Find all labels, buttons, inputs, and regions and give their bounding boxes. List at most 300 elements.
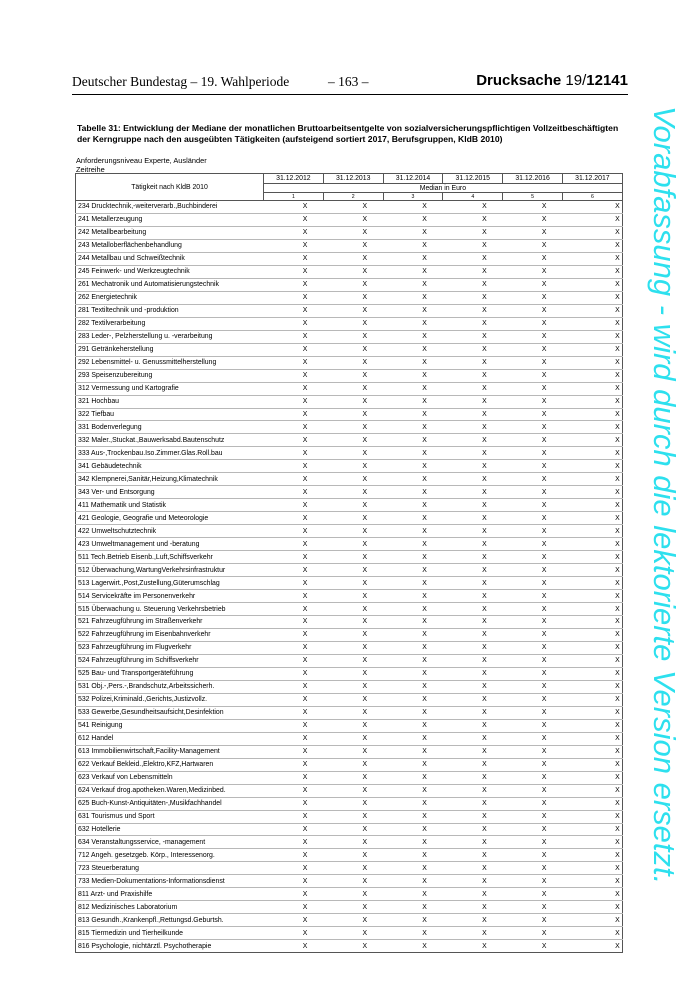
- occupation-label: 622 Verkauf Bekleid.,Elektro,KFZ,Hartwaren: [76, 758, 264, 771]
- median-cell: X: [443, 395, 503, 408]
- median-cell: X: [503, 226, 563, 239]
- table-row: [76, 304, 623, 317]
- occupation-label: 524 Fahrzeugführung im Schiffsverkehr: [76, 654, 264, 667]
- table-row: [76, 680, 623, 693]
- median-cell: X: [383, 616, 443, 629]
- occupation-label: 283 Leder-, Pelzherstellung u. -verarbeitung: [76, 330, 264, 343]
- occupation-label: 541 Reinigung: [76, 719, 264, 732]
- median-cell: X: [443, 641, 503, 654]
- median-cell: X: [562, 577, 622, 590]
- median-cell: X: [383, 577, 443, 590]
- median-cell: X: [443, 862, 503, 875]
- median-cell: X: [264, 460, 324, 473]
- median-cell: X: [443, 499, 503, 512]
- median-cell: X: [503, 447, 563, 460]
- median-cell: X: [562, 628, 622, 641]
- median-cell: X: [443, 265, 503, 278]
- median-cell: X: [443, 732, 503, 745]
- median-cell: X: [323, 213, 383, 226]
- median-cell: X: [443, 343, 503, 356]
- median-cell: X: [503, 603, 563, 616]
- table-row: [76, 408, 623, 421]
- median-cell: X: [383, 719, 443, 732]
- occupation-label: 241 Metallerzeugung: [76, 213, 264, 226]
- median-cell: X: [443, 252, 503, 265]
- median-cell: X: [323, 369, 383, 382]
- occupation-label: 411 Mathematik und Statistik: [76, 499, 264, 512]
- median-cell: X: [264, 758, 324, 771]
- median-cell: X: [443, 628, 503, 641]
- median-cell: X: [562, 875, 622, 888]
- median-cell: X: [443, 680, 503, 693]
- table-row: [76, 473, 623, 486]
- median-cell: X: [323, 836, 383, 849]
- median-cell: X: [264, 603, 324, 616]
- median-cell: X: [443, 525, 503, 538]
- median-cell: X: [383, 408, 443, 421]
- median-cell: X: [264, 628, 324, 641]
- table-row: [76, 252, 623, 265]
- median-cell: X: [443, 823, 503, 836]
- median-cell: X: [503, 499, 563, 512]
- median-cell: X: [383, 239, 443, 252]
- median-cell: X: [383, 797, 443, 810]
- table-row: [76, 460, 623, 473]
- median-cell: X: [503, 784, 563, 797]
- median-cell: X: [562, 408, 622, 421]
- median-cell: X: [562, 901, 622, 914]
- median-cell: X: [503, 810, 563, 823]
- median-cell: X: [562, 239, 622, 252]
- median-cell: X: [323, 862, 383, 875]
- median-cell: X: [443, 447, 503, 460]
- median-cell: X: [323, 590, 383, 603]
- median-cell: X: [264, 239, 324, 252]
- median-cell: X: [323, 252, 383, 265]
- date-header: 31.12.2014: [383, 174, 443, 184]
- occupation-label: 422 Umweltschutztechnik: [76, 525, 264, 538]
- median-cell: X: [383, 317, 443, 330]
- median-cell: X: [323, 940, 383, 953]
- median-cell: X: [443, 460, 503, 473]
- median-cell: X: [443, 758, 503, 771]
- median-cell: X: [264, 888, 324, 901]
- table-row: [76, 693, 623, 706]
- median-cell: X: [323, 473, 383, 486]
- median-cell: X: [562, 434, 622, 447]
- median-cell: X: [503, 551, 563, 564]
- median-cell: X: [323, 239, 383, 252]
- median-cell: X: [503, 745, 563, 758]
- occupation-label: 262 Energietechnik: [76, 291, 264, 304]
- median-cell: X: [503, 213, 563, 226]
- median-cell: X: [443, 693, 503, 706]
- median-cell: X: [503, 343, 563, 356]
- occupation-label: 243 Metalloberflächenbehandlung: [76, 239, 264, 252]
- median-cell: X: [264, 719, 324, 732]
- occupation-label: 712 Angeh. gesetzgeb. Körp., Interessenorg.: [76, 849, 264, 862]
- median-cell: X: [503, 732, 563, 745]
- median-cell: X: [503, 408, 563, 421]
- watermark-text: Vorabfassung - wird durch die lektorierte Version ersetzt.: [647, 106, 682, 885]
- median-cell: X: [383, 680, 443, 693]
- occupation-label: 624 Verkauf drog.apotheken.Waren,Medizinbed.: [76, 784, 264, 797]
- median-cell: X: [383, 927, 443, 940]
- median-cell: X: [383, 745, 443, 758]
- median-cell: X: [264, 408, 324, 421]
- occupation-label: 513 Lagerwirt.,Post,Zustellung,Güterumschlag: [76, 577, 264, 590]
- median-cell: X: [383, 940, 443, 953]
- median-cell: X: [323, 447, 383, 460]
- table-row: [76, 810, 623, 823]
- median-cell: X: [383, 343, 443, 356]
- row-header: Tätigkeit nach KldB 2010: [76, 174, 264, 201]
- median-cell: X: [383, 265, 443, 278]
- median-cell: X: [562, 940, 622, 953]
- median-cell: X: [264, 369, 324, 382]
- median-cell: X: [323, 551, 383, 564]
- median-cell: X: [503, 616, 563, 629]
- median-cell: X: [383, 291, 443, 304]
- median-cell: X: [323, 317, 383, 330]
- median-cell: X: [383, 849, 443, 862]
- median-cell: X: [562, 499, 622, 512]
- median-cell: X: [503, 201, 563, 214]
- median-cell: X: [323, 797, 383, 810]
- median-cell: X: [443, 940, 503, 953]
- median-cell: X: [562, 862, 622, 875]
- median-cell: X: [383, 888, 443, 901]
- median-cell: X: [443, 810, 503, 823]
- median-cell: X: [323, 719, 383, 732]
- median-cell: X: [323, 784, 383, 797]
- median-cell: X: [443, 577, 503, 590]
- meta-line-1: Anforderungsniveau Experte, Ausländer: [76, 156, 207, 165]
- median-cell: X: [323, 758, 383, 771]
- median-cell: X: [562, 888, 622, 901]
- median-cell: X: [503, 590, 563, 603]
- occupation-label: 514 Servicekräfte im Personenverkehr: [76, 590, 264, 603]
- median-cell: X: [503, 823, 563, 836]
- median-cell: X: [562, 330, 622, 343]
- median-cell: X: [503, 849, 563, 862]
- median-cell: X: [503, 434, 563, 447]
- median-cell: X: [323, 226, 383, 239]
- median-cell: X: [264, 356, 324, 369]
- median-cell: X: [264, 551, 324, 564]
- date-header: 31.12.2015: [443, 174, 503, 184]
- median-cell: X: [562, 538, 622, 551]
- table-row: [76, 914, 623, 927]
- median-cell: X: [264, 927, 324, 940]
- median-cell: X: [383, 538, 443, 551]
- median-cell: X: [443, 434, 503, 447]
- table-row: [76, 927, 623, 940]
- median-cell: X: [383, 603, 443, 616]
- median-cell: X: [443, 590, 503, 603]
- median-cell: X: [264, 330, 324, 343]
- median-cell: X: [503, 304, 563, 317]
- median-cell: X: [383, 252, 443, 265]
- median-cell: X: [383, 395, 443, 408]
- median-cell: X: [383, 551, 443, 564]
- median-cell: X: [323, 408, 383, 421]
- date-header: 31.12.2012: [264, 174, 324, 184]
- median-cell: X: [443, 654, 503, 667]
- column-number: 4: [443, 193, 503, 201]
- table-row: [76, 940, 623, 953]
- median-cell: X: [503, 577, 563, 590]
- table-row: [76, 745, 623, 758]
- table-row: [76, 330, 623, 343]
- table-row: [76, 771, 623, 784]
- median-cell: X: [323, 499, 383, 512]
- median-cell: X: [264, 836, 324, 849]
- median-cell: X: [503, 512, 563, 525]
- median-cell: X: [503, 395, 563, 408]
- median-cell: X: [264, 252, 324, 265]
- occupation-label: 423 Umweltmanagement und -beratung: [76, 538, 264, 551]
- median-cell: X: [503, 330, 563, 343]
- table-row: [76, 434, 623, 447]
- median-cell: X: [443, 369, 503, 382]
- table-meta: [76, 157, 207, 174]
- occupation-label: 811 Arzt- und Praxishilfe: [76, 888, 264, 901]
- median-cell: X: [503, 667, 563, 680]
- table-row: [76, 823, 623, 836]
- median-cell: X: [264, 577, 324, 590]
- median-cell: X: [383, 382, 443, 395]
- median-cell: X: [443, 486, 503, 499]
- median-cell: X: [443, 667, 503, 680]
- table-row: [76, 654, 623, 667]
- median-cell: X: [264, 525, 324, 538]
- median-cell: X: [383, 590, 443, 603]
- median-cell: X: [323, 356, 383, 369]
- median-cell: X: [503, 317, 563, 330]
- median-cell: X: [323, 278, 383, 291]
- median-cell: X: [264, 538, 324, 551]
- median-cell: X: [443, 213, 503, 226]
- median-cell: X: [323, 577, 383, 590]
- median-cell: X: [503, 641, 563, 654]
- median-cell: X: [383, 486, 443, 499]
- occupation-label: 242 Metallbearbeitung: [76, 226, 264, 239]
- median-cell: X: [443, 603, 503, 616]
- median-cell: X: [503, 356, 563, 369]
- occupation-label: 815 Tiermedizin und Tierheilkunde: [76, 927, 264, 940]
- table-row: [76, 512, 623, 525]
- median-cell: X: [323, 875, 383, 888]
- median-cell: X: [562, 486, 622, 499]
- median-cell: X: [264, 304, 324, 317]
- median-cell: X: [323, 395, 383, 408]
- median-cell: X: [562, 616, 622, 629]
- occupation-label: 343 Ver- und Entsorgung: [76, 486, 264, 499]
- occupation-label: 512 Überwachung,WartungVerkehrsinfrastruktur: [76, 564, 264, 577]
- median-cell: X: [264, 797, 324, 810]
- median-cell: X: [383, 278, 443, 291]
- median-cell: X: [383, 201, 443, 214]
- median-cell: X: [503, 888, 563, 901]
- median-cell: X: [562, 226, 622, 239]
- median-cell: X: [503, 927, 563, 940]
- median-cell: X: [443, 201, 503, 214]
- table-row: [76, 551, 623, 564]
- median-cell: X: [323, 434, 383, 447]
- occupation-label: 515 Überwachung u. Steuerung Verkehrsbetrieb: [76, 603, 264, 616]
- median-cell: X: [323, 628, 383, 641]
- document-number: [476, 72, 628, 89]
- median-cell: X: [383, 862, 443, 875]
- median-cell: X: [323, 616, 383, 629]
- median-cell: X: [264, 940, 324, 953]
- median-cell: X: [264, 473, 324, 486]
- median-cell: X: [503, 875, 563, 888]
- median-cell: X: [264, 641, 324, 654]
- occupation-label: 632 Hotellerie: [76, 823, 264, 836]
- median-cell: X: [264, 732, 324, 745]
- median-cell: X: [264, 421, 324, 434]
- median-cell: X: [562, 706, 622, 719]
- median-cell: X: [323, 382, 383, 395]
- median-cell: X: [562, 525, 622, 538]
- occupation-label: 261 Mechatronik und Automatisierungstechnik: [76, 278, 264, 291]
- table-row: [76, 395, 623, 408]
- median-cell: X: [323, 706, 383, 719]
- median-cell: X: [562, 797, 622, 810]
- median-cell: X: [383, 447, 443, 460]
- table-row: [76, 732, 623, 745]
- median-cell: X: [323, 680, 383, 693]
- median-cell: X: [383, 330, 443, 343]
- table-row: [76, 641, 623, 654]
- median-cell: X: [383, 875, 443, 888]
- median-cell: X: [383, 213, 443, 226]
- median-cell: X: [264, 590, 324, 603]
- document-label: Drucksache: [476, 72, 562, 89]
- median-cell: X: [503, 628, 563, 641]
- median-cell: X: [562, 343, 622, 356]
- median-cell: X: [323, 265, 383, 278]
- median-cell: X: [323, 732, 383, 745]
- median-cell: X: [562, 551, 622, 564]
- table-row: [76, 213, 623, 226]
- median-cell: X: [264, 512, 324, 525]
- median-cell: X: [503, 278, 563, 291]
- meta-line-2: Zeitreihe: [76, 164, 105, 174]
- median-cell: X: [264, 745, 324, 758]
- median-cell: X: [264, 499, 324, 512]
- median-cell: X: [264, 810, 324, 823]
- median-cell: X: [443, 888, 503, 901]
- median-cell: X: [264, 447, 324, 460]
- occupation-label: 281 Textiltechnik und -produktion: [76, 304, 264, 317]
- median-cell: X: [503, 654, 563, 667]
- document-id: 12141: [586, 72, 628, 89]
- occupation-label: 733 Medien-Dokumentations-Informationsdienst: [76, 875, 264, 888]
- occupation-label: 612 Handel: [76, 732, 264, 745]
- median-cell: X: [562, 654, 622, 667]
- occupation-label: 525 Bau- und Transportgeräteführung: [76, 667, 264, 680]
- median-cell: X: [562, 317, 622, 330]
- median-cell: X: [443, 771, 503, 784]
- table-row: [76, 836, 623, 849]
- column-number: 5: [503, 193, 563, 201]
- median-cell: X: [264, 771, 324, 784]
- median-cell: X: [562, 252, 622, 265]
- table-row: [76, 239, 623, 252]
- median-cell: X: [503, 291, 563, 304]
- median-cell: X: [562, 667, 622, 680]
- occupation-label: 613 Immobilienwirtschaft,Facility-Management: [76, 745, 264, 758]
- occupation-label: 511 Tech.Betrieb Eisenb.,Luft,Schiffsverkehr: [76, 551, 264, 564]
- occupation-label: 244 Metallbau und Schweißtechnik: [76, 252, 264, 265]
- median-cell: X: [503, 382, 563, 395]
- median-cell: X: [323, 291, 383, 304]
- median-cell: X: [383, 641, 443, 654]
- median-cell: X: [383, 901, 443, 914]
- occupation-label: 531 Obj.-,Pers.-,Brandschutz,Arbeitssicherh.: [76, 680, 264, 693]
- date-header: 31.12.2013: [323, 174, 383, 184]
- median-cell: X: [264, 862, 324, 875]
- median-cell: X: [383, 512, 443, 525]
- median-cell: X: [443, 745, 503, 758]
- median-cell: X: [443, 564, 503, 577]
- column-number: 3: [383, 193, 443, 201]
- median-cell: X: [383, 823, 443, 836]
- median-cell: X: [443, 278, 503, 291]
- median-cell: X: [503, 836, 563, 849]
- median-cell: X: [383, 836, 443, 849]
- occupation-label: 292 Lebensmittel- u. Genussmittelherstellung: [76, 356, 264, 369]
- median-cell: X: [562, 460, 622, 473]
- table-row: [76, 667, 623, 680]
- table-row: [76, 447, 623, 460]
- header-divider: [72, 94, 628, 95]
- occupation-label: 623 Verkauf von Lebensmitteln: [76, 771, 264, 784]
- table-row: [76, 538, 623, 551]
- median-cell: X: [562, 784, 622, 797]
- median-cell: X: [443, 512, 503, 525]
- median-cell: X: [264, 434, 324, 447]
- occupation-label: 312 Vermessung und Kartografie: [76, 382, 264, 395]
- median-cell: X: [562, 641, 622, 654]
- median-cell: X: [503, 460, 563, 473]
- median-cell: X: [562, 369, 622, 382]
- table-row: [76, 278, 623, 291]
- median-cell: X: [323, 927, 383, 940]
- median-cell: X: [443, 330, 503, 343]
- occupation-label: 321 Hochbau: [76, 395, 264, 408]
- table-row: [76, 421, 623, 434]
- median-cell: X: [562, 590, 622, 603]
- median-cell: X: [443, 538, 503, 551]
- occupation-label: 723 Steuerberatung: [76, 862, 264, 875]
- median-cell: X: [443, 836, 503, 849]
- median-cell: X: [383, 499, 443, 512]
- median-cell: X: [264, 395, 324, 408]
- occupation-label: 234 Drucktechnik,-weiterverarb.,Buchbinderei: [76, 201, 264, 214]
- median-cell: X: [323, 914, 383, 927]
- median-cell: X: [443, 784, 503, 797]
- median-cell: X: [323, 486, 383, 499]
- occupation-label: 533 Gewerbe,Gesundheitsaufsicht,Desinfektion: [76, 706, 264, 719]
- median-cell: X: [264, 849, 324, 862]
- median-cell: X: [383, 369, 443, 382]
- median-cell: X: [264, 201, 324, 214]
- median-cell: X: [323, 901, 383, 914]
